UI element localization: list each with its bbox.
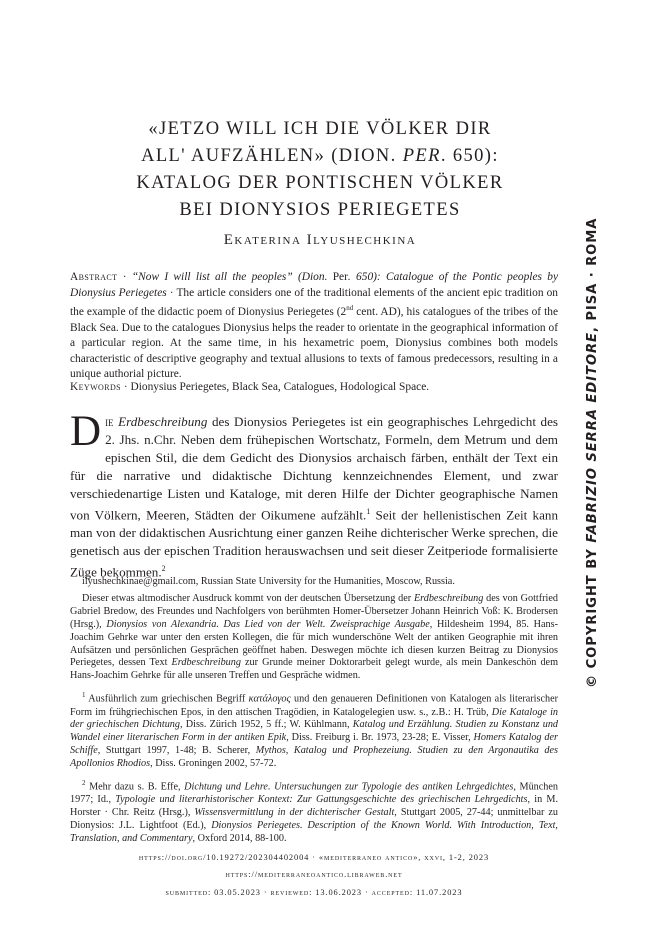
italic-run: κατάλογος [248, 693, 291, 705]
footnote-ref-1[interactable]: 1 [366, 506, 371, 516]
copyright-suffix: , PISA · ROMA [585, 217, 600, 333]
body-text-part-2: Seit der hellenistischen Zeit kann man von der didaktischen Ausrichtung einer ganzen Reihe dichterischer Werke sprechen, die genetisch aus der epischen Tradition herauswachsen und seit dieser Zeitperiode formalisierte Züge bekommen. [70, 506, 558, 579]
text-run: Ausführlich zum griechischen Begriff [85, 693, 249, 705]
abstract-text-part-1: The article considers one of the traditional elements of the ancient epic tradition on the example of the didactic poem of Dionysius Periegetes (2 [70, 286, 558, 318]
text-run: , Diss. Freiburg i. Br. 1973, 23-28; E. Visser, [286, 732, 474, 744]
author-affiliation: ilyushechkinae@gmail.com, Russian State University for the Humanities, Moscow, Russia. [82, 576, 455, 587]
keywords-label: Keywords [70, 381, 121, 393]
doi-line[interactable]: https://doi.org/10.19272/202304402004 · «mediterraneo antico», xxvi, 1-2, 2023 [138, 853, 490, 862]
article-title [70, 116, 570, 224]
abstract-title-per: Per [332, 271, 348, 283]
footnote-2 [70, 777, 558, 846]
author-name: Ekaterina Ilyushechkina [223, 232, 417, 248]
title-line-3: KATALOG DER PONTISCHEN VÖLKER [136, 173, 504, 193]
abstract-title-part-1: “Now I will list all the peoples” (Dion. [131, 271, 333, 283]
title-line-4: BEI DIONYSIOS PERIEGETES [179, 200, 461, 220]
abstract-separator-1: · [117, 271, 132, 283]
italic-run: Homers Katalog der Schiffe [70, 732, 558, 757]
abstract-title-part-2: . 650): Catalogue of the Pontic peoples by Dionysius Periegetes [70, 271, 559, 299]
acknowledgement-note [70, 593, 558, 683]
italic-run: Die Kataloge in der griechischen Dichtung [70, 706, 558, 731]
text-run: , Diss. Groningen 2002, 57-72. [150, 758, 277, 770]
copyright-prefix: © COPYRIGHT BY [585, 542, 600, 688]
italic-run: Dionysios von Alexandria. Das Lied von der Welt. Zweisprachige Ausgabe [106, 618, 430, 630]
italic-run: Mythos, Katalog und Prophezeiung. Studien zu den Argonautika des Apollonios Rhodios [70, 745, 559, 770]
text-run: , Diss. Zürich 1952, 5 ff.; W. Kühlmann, [180, 719, 353, 731]
text-run: , Oxford 2014, 88-100. [192, 833, 287, 845]
footnote-1 [70, 689, 558, 771]
italic-run: Erdbeschreibung [171, 657, 241, 669]
copyright-publisher: FABRIZIO SERRA EDITORE [585, 332, 600, 543]
title-line-2 [70, 143, 570, 170]
title-line-1: «JETZO WILL ICH DIE VÖLKER DIR [148, 119, 492, 139]
abstract-superscript: nd [346, 304, 354, 313]
italic-run: Dionysios Periegetes. Description of the Known World. With Introduction, Text, Translation, and Commentary [70, 820, 558, 845]
text-run: des von Gottfried Gabriel Bredow, des Freundes und Nachfolgers von berühmten Homer-Übersetzer Johann Heinrich Voß: K. Brodersen (Hrsg.), [70, 592, 558, 630]
italic-run: Typologie und literarhistorischer Kontext: Zur Gattungsgeschichte des griechischen Lehrgedichts [115, 794, 528, 806]
italic-run: Wissensvermittlung in der dichterischer Gestalt [194, 807, 395, 819]
abstract [70, 270, 558, 383]
text-run: , Stuttgart 2005, 27-44; unmittelbar zu Dionysios: J.L. Lightfoot (Ed.), [70, 807, 558, 832]
text-run: , Hildesheim 1994, 85. Hans-Joachim Gehrke war unter den ersten Kollegen, die für mich wunderschöne Welt der antiken Geographie mit ihren Aufsätzen und persönlichen Gesprächen geöffnet haben. Deswegen möchte ich diesen kurzen Beitrag zu Dionysios Periegetes, dessen Text [70, 618, 558, 669]
text-run: , in M. Horster · Chr. Reitz (Hrsg.), [70, 794, 558, 819]
footnote-2-text [70, 781, 558, 844]
abstract-label: Abstract [70, 271, 118, 283]
italic-run: Katalog und Erzählung. Studien zu Konstanz und Wandel einer literarischen Form in der antiken Epik [70, 719, 559, 744]
italic-run: Erdbeschreibung [413, 592, 484, 604]
text-run: und den genaueren Definitionen von Katalogen als literarischer Form im frühgriechischen Epos, in den attischen Tragödien, in Katalogelegien usw. s., z.B.: H. Trüb, [70, 693, 558, 718]
abstract-separator-2: · [166, 286, 177, 299]
keywords [70, 380, 558, 395]
text-run: , Stuttgart 1997, 1-48; B. Scherer, [97, 745, 256, 757]
footnote-ref-2[interactable]: 2 [161, 563, 166, 573]
keywords-separator: · [120, 381, 131, 393]
footnote-2-number: 2 [82, 779, 86, 788]
body-text-part-1: des Dionysios Periegetes ist ein geographisches Lehrgedicht des 2. Jhs. n.Chr. Neben dem frühepischen Wortschatz, Formeln, dem Metrum und dem epischen Stil, die dem Gedicht des Dionysios archaisch färben, enthält der Text ein für die narrative und didaktische Dichtung kennzeichnendes Element, und zwar verschiedenartige Listen und Kataloge, mit deren Hilfe der Dichter geographische Namen von Völkern, Meeren, Städten der Oikumene aufzählt. [70, 414, 558, 522]
footnote-1-text [70, 694, 558, 770]
body-first-word: ie [105, 414, 114, 429]
submission-dates: submitted: 03.05.2023 · reviewed: 13.06.2023 · accepted: 11.07.2023 [165, 888, 463, 897]
text-run: Mehr dazu s. B. Effe, [85, 781, 185, 793]
copyright-notice [585, 217, 600, 688]
body-work-title: Erdbeschreibung [118, 414, 208, 429]
footnotes [70, 576, 558, 852]
keywords-text: Dionysius Periegetes, Black Sea, Catalogues, Hodological Space. [130, 381, 430, 393]
title-per-abbrev: PER [402, 146, 441, 166]
title-line-2-start: ALL' AUFZÄHLEN» (DION. [141, 146, 403, 166]
text-run: , München 1977; Id., [70, 781, 558, 806]
abstract-text-part-2: cent. AD), his catalogues of the tribes of the Black Sea. Due to the catalogues Dionysius helps the reader to orientate in the geographical information of a particular region. At the same time, in his hexametric poem, Dionysius combines both models characteristic of descriptive geography and textual allusions to texts of famous predecessors, resulting in a unique authorial picture. [70, 305, 558, 381]
drop-cap: D [70, 408, 102, 455]
title-line-2-end: . 650): [440, 146, 499, 166]
footnote-1-number: 1 [82, 691, 86, 700]
italic-run: Dichtung und Lehre. Untersuchungen zur Typologie des antiken Lehrgedichtes [184, 781, 514, 793]
text-run: Dieser etwas altmodischer Ausdruck kommt von der deutschen Übersetzung der [82, 592, 414, 604]
body-paragraph [70, 408, 558, 581]
text-run: zur Grunde meiner Doktorarbeit gelegt wurde, als mein Dankeschön dem Hans-Joachim Gehrke für alle unseren Treffen und Gespräche widmen. [70, 657, 558, 682]
journal-url[interactable]: https://mediterraneoantico.libraweb.net [225, 870, 403, 879]
